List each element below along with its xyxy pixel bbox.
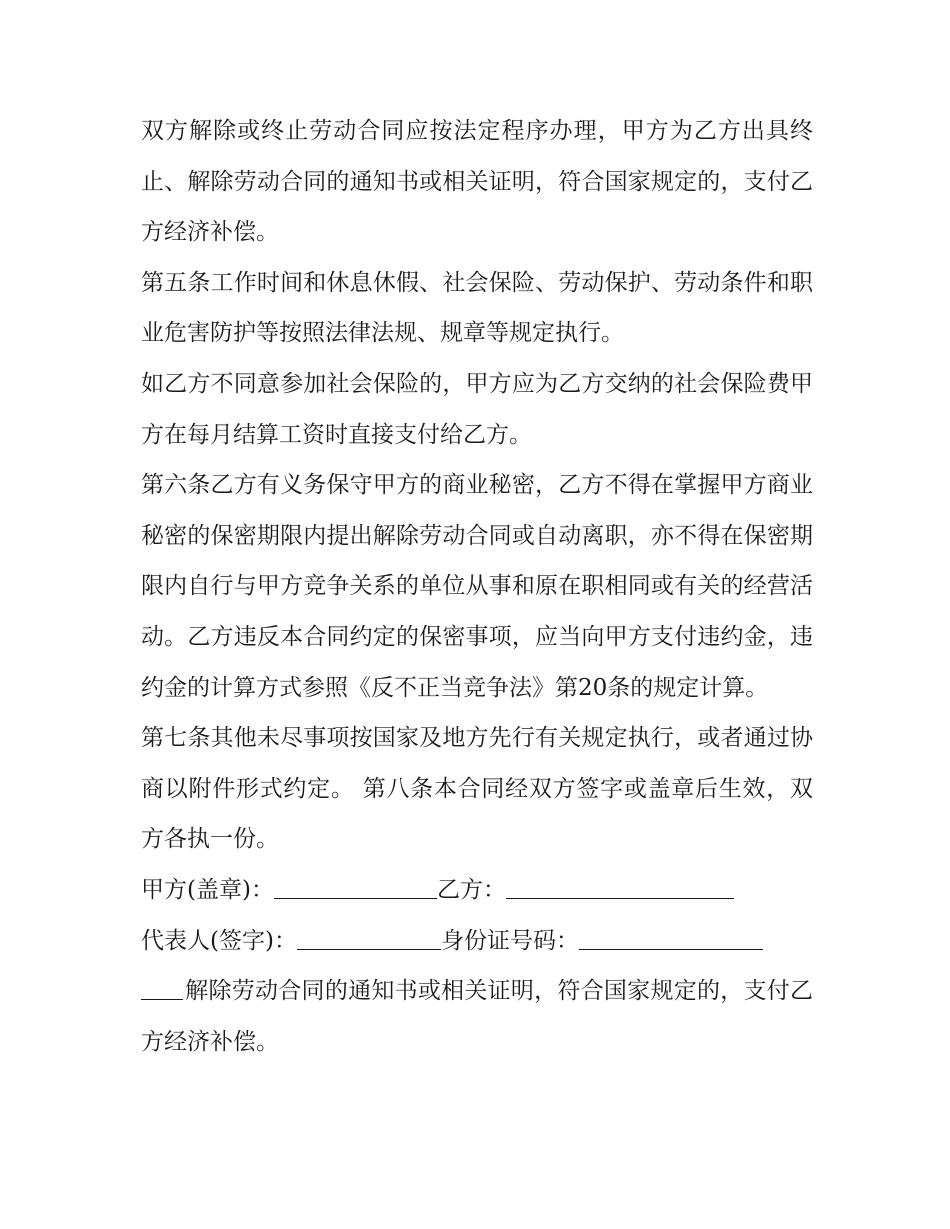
- party-b-blank: [506, 873, 734, 897]
- signature-row-parties: [141, 865, 813, 916]
- id-number-blank: [579, 924, 763, 948]
- paragraph-trailing: [141, 966, 813, 1067]
- signature-row-representative: [141, 916, 813, 967]
- paragraph-article-6: 第六条乙方有义务保守甲方的商业秘密，乙方不得在掌握甲方商业秘密的保密期限内提出解除劳动合同或自动离职，亦不得在保密期限内自行与甲方竞争关系的单位从事和原在职相同或有关的经营活动。乙方违反本合同约定的保密事项，应当向甲方支付违约金，违约金的计算方式参照《反不正当竞争法》第20条的规定计算。: [141, 472, 813, 701]
- paragraph-social-insurance: 如乙方不同意参加社会保险的，甲方应为乙方交纳的社会保险费甲方在每月结算工资时直接支付给乙方。: [141, 370, 813, 448]
- document-body: [141, 106, 813, 1067]
- id-number-label: 身份证号码：: [440, 927, 579, 954]
- representative-label: 代表人(签字)：: [141, 927, 297, 954]
- leading-blank: [141, 974, 183, 998]
- representative-blank: [297, 924, 441, 948]
- party-a-blank: [274, 873, 437, 897]
- party-a-label: 甲方(盖章)：: [141, 876, 274, 903]
- paragraph-article-7-8: 第七条其他未尽事项按国家及地方先行有关规定执行，或者通过协商以附件形式约定。 第八条本合同经双方签字或盖章后生效，双方各执一份。: [141, 725, 813, 853]
- trailing-text: 解除劳动合同的通知书或相关证明，符合国家规定的，支付乙方经济补偿。: [141, 978, 813, 1055]
- party-b-label: 乙方：: [436, 876, 506, 903]
- paragraph-termination: 双方解除或终止劳动合同应按法定程序办理，甲方为乙方出具终止、解除劳动合同的通知书或相关证明，符合国家规定的，支付乙方经济补偿。: [141, 118, 813, 246]
- paragraph-article-5: 第五条工作时间和休息休假、社会保险、劳动保护、劳动条件和职业危害防护等按照法律法规、规章等规定执行。: [141, 269, 813, 347]
